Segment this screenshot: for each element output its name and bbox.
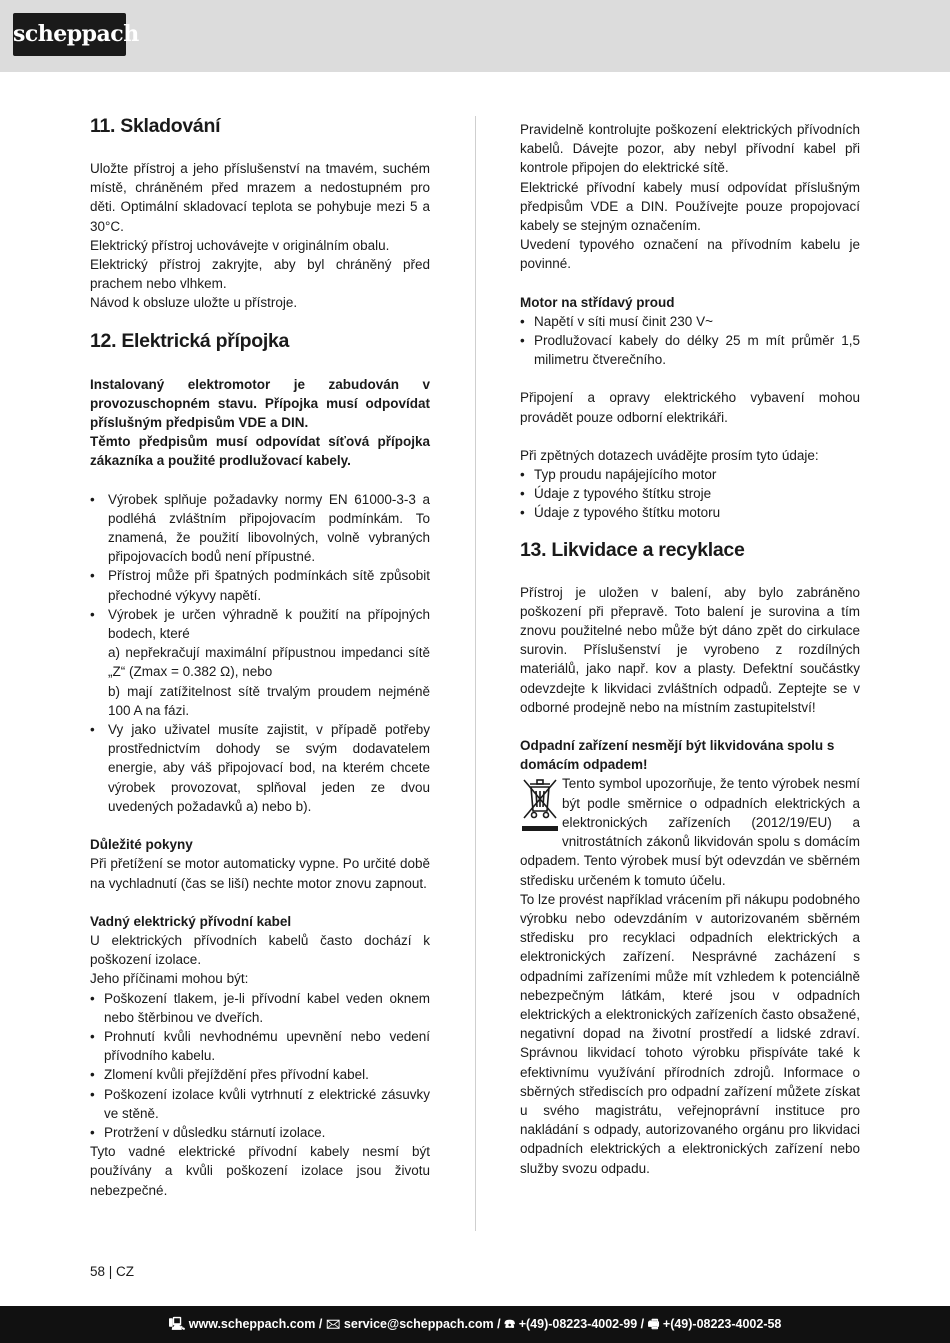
list-item: • Poškození tlakem, je-li přívodní kabel veden oknem nebo štěrbinou ve dveřích.	[90, 989, 430, 1027]
paragraph: Elektrické přívodní kabely musí odpovídat příslušným předpisům VDE a DIN. Používejte pouze propojovací kabely se stejným označením.	[520, 179, 860, 234]
list-item: • Údaje z typového štítku motoru	[520, 503, 860, 522]
footer-bar	[0, 1306, 950, 1343]
waste-text-2: To lze provést například vrácením při nákupu podobného výrobku nebo odevzdáním v autorizovaném sběrném středisku pro recyklaci odpadních elektrických a elektronických zařízení. Nesprávné zacházení s odpadními zařízeními může mít vzhledem k potenciálně nebezpečným látkám, které jsou v odpadních elektrických a elektronických zařízeních často obsažené, negativní dopad na životní prostředí a lidské zdraví. Správnou likvidací tohoto výrobku přispíváte také k efektivnímu využívání přírodních zdrojů. Informace o sběrných střediscích pro odpadní zařízení můžete získat u svého magistrátu, veřejnoprávní instituce pro nakládání s odpady, autorizovaného orgánu pro likvidaci odpadních elektrických a elektronických zařízení nebo služby svozu odpadu.	[520, 891, 860, 1176]
list-item: • Napětí v síti musí činit 230 V~	[520, 312, 860, 331]
important-text: Při přetížení se motor automaticky vypne. Po určité době na vychladnutí (čas se liší) nechte motor znovu zapnout.	[90, 856, 430, 891]
sub-item: b) mají zatížitelnost sítě trvalým proudem nejméně 100 A na fázi.	[108, 683, 430, 718]
bold-paragraph: Instalovaný elektromotor je zabudován v provozuschopném stavu. Přípojka musí odpovídat příslušným předpisům VDE a DIN.	[90, 376, 430, 431]
list-item: • Poškození izolace kvůli vytrhnutí z elektrické zásuvky ve stěně.	[90, 1085, 430, 1123]
paragraph: Uložte přístroj a jeho příslušenství na tmavém, suchém místě, chráněném před mrazem a nedostupném pro děti. Optimální skladovací teplota se pohybuje mezi 5 a 30°C.	[90, 161, 430, 234]
list-item: • Vy jako uživatel musíte zajistit, v případě potřeby prostřednictvím dohody se svým dodavatelem energie, aby váš připojovací bod, na kterém chcete výrobek provozovat, splňoval jeden ze dvou uvedených požadavků a) nebo b).	[90, 720, 430, 816]
query-list	[520, 465, 860, 523]
list-item: • Prodlužovací kabely do délky 25 m mít průměr 1,5 milimetru čtverečního.	[520, 331, 860, 369]
sub-item: a) nepřekračují maximální přípustnou impedanci sítě „Z“ (Zmax = 0.382 Ω), nebo	[108, 645, 430, 680]
cable-outro: Tyto vadné elektrické přívodní kabely nesmí být používány a kvůli poškození izolace jsou životu nebezpečné.	[90, 1144, 430, 1198]
requirements-list-2	[90, 720, 430, 816]
paragraph: Elektrický přístroj zakryjte, aby byl chráněný před prachem nebo vlhkem.	[90, 257, 430, 292]
repair-text: Připojení a opravy elektrického vybavení mohou provádět pouze odborní elektrikáři.	[520, 390, 860, 425]
section-12-title: 12. Elektrická přípojka	[90, 329, 290, 352]
header-bar	[0, 0, 950, 72]
list-item: • Protržení v důsledku stárnutí izolace.	[90, 1123, 430, 1142]
section-13-title: 13. Likvidace a recyklace	[520, 538, 745, 561]
weee-block	[520, 774, 860, 889]
paragraph: Návod k obsluze uložte u přístroje.	[90, 295, 298, 311]
left-column	[90, 112, 430, 1200]
paragraph: Přístroj je uložen v balení, aby bylo zabráněno poškození při přepravě. Toto balení je surovina a tím znovu použitelné nebo může být dáno zpět do cirkulace surovin. Příslušenství je vyrobeno z rozdílných materiálů, jako např. kov a plasty. Defektní součástky odevzdejte k likvidaci zvláštních odpadů. Zeptejte se v odborné prodejně nebo na místním zastupitelství!	[520, 584, 860, 715]
requirements-list	[90, 490, 430, 644]
motor-list	[520, 312, 860, 370]
paragraph: Elektrický přístroj uchovávejte v originálním obalu.	[90, 237, 390, 253]
bold-paragraph: Těmto předpisům musí odpovídat síťová přípojka zákazníka a použité prodlužovací kabely.	[90, 434, 430, 469]
waste-text: Tento symbol upozorňuje, že tento výrobek nesmí být podle směrnice o odpadních elektrických a elektronických zařízeních (2012/19/EU) a vnitrostátních zákonů likvidován spolu s domácím odpadem. Tento výrobek musí být odevzdán ve sběrném středisku určeném k tomuto účelu.	[520, 776, 860, 888]
right-column	[520, 120, 860, 1178]
list-item: • Prohnutí kvůli nevhodnému upevnění nebo vedení přívodního kabelu.	[90, 1027, 430, 1065]
list-item: • Zlomení kvůli přejíždění přes přívodní kabel.	[90, 1065, 430, 1084]
page-number: 58 | CZ	[90, 1264, 135, 1279]
list-item: • Výrobek je určen výhradně k použití na přípojných bodech, které	[90, 605, 430, 643]
scheppach-logo: scheppach	[13, 13, 126, 56]
cable-intro: U elektrických přívodních kabelů často dochází k poškození izolace.	[90, 932, 430, 968]
list-item: • Přístroj může při špatných podmínkách sítě způsobit přechodné výkyvy napětí.	[90, 566, 430, 604]
crossed-bin-icon	[520, 776, 560, 836]
important-title: Důležité pokyny	[90, 837, 193, 853]
paragraph: Pravidelně kontrolujte poškození elektrických přívodních kabelů. Dávejte pozor, aby nebyl přívodní kabel při kontrole připojen do elektrické sítě.	[520, 122, 860, 176]
motor-title: Motor na střídavý proud	[520, 294, 675, 310]
cable-list	[90, 989, 430, 1143]
cable-intro: Jeho příčinami mohou být:	[90, 971, 249, 987]
waste-title: Odpadní zařízení nesmějí být likvidována spolu s domácím odpadem!	[520, 738, 835, 773]
paragraph: Uvedení typového označení na přívodním kabelu je povinné.	[520, 237, 860, 272]
contact-line: 🖳 www.scheppach.com / 🖂 service@scheppach.com / ☎ +(49)-08223-4002-99 / 🖷 +(49)-08223-4002-58	[168, 1317, 782, 1331]
list-item: • Typ proudu napájejícího motor	[520, 465, 860, 484]
cable-title: Vadný elektrický přívodní kabel	[90, 913, 292, 929]
query-intro: Při zpětných dotazech uvádějte prosím tyto údaje:	[520, 447, 819, 463]
section-11-title: 11. Skladování	[90, 115, 221, 137]
list-item: • Výrobek splňuje požadavky normy EN 61000-3-3 a podléhá zvláštním připojovacím podmínkám. To znamená, že použití libovolných, volně vybraných připojovacích bodů není přípustné.	[90, 490, 430, 567]
column-divider	[475, 116, 476, 1231]
list-item: • Údaje z typového štítku stroje	[520, 484, 860, 503]
